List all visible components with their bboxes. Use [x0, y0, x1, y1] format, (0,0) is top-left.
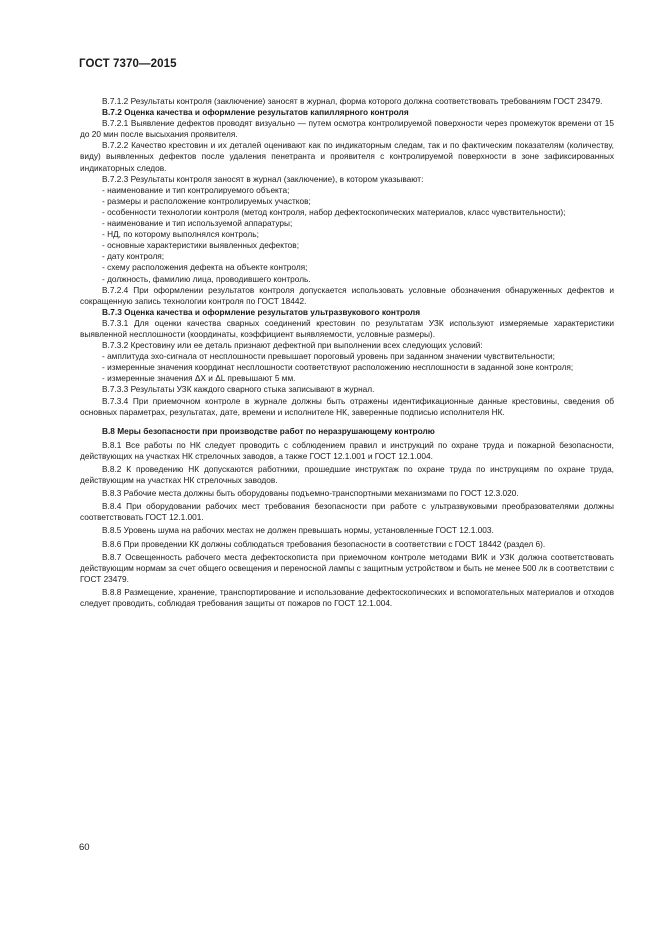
page-header-standard: ГОСТ 7370—2015 [79, 58, 177, 70]
paragraph: - измеренные значения ΔX и ΔL превышают 5 мм. [102, 373, 296, 384]
paragraph: - амплитуда эхо-сигнала от несплошности превышает пороговый уровень при заданном значении чувствительности; [102, 351, 555, 362]
paragraph: В.7.3.3 Результаты УЗК каждого сварного стыка записывают в журнал. [102, 384, 375, 395]
page-number: 60 [79, 842, 90, 853]
paragraph: - схему расположения дефекта на объекте контроля; [102, 262, 308, 273]
paragraph: - дату контроля; [102, 251, 165, 262]
paragraph: В.8.6 При проведении КК должны соблюдаться требования безопасности в соответствии с ГОСТ 18442 (раздел 6). [102, 538, 546, 549]
paragraph: В.7.1.2 Результаты контроля (заключение) заносят в журнал, форма которого должна соответствовать требованиям ГОСТ 23479. [102, 96, 603, 106]
paragraph: В.8.5 Уровень шума на рабочих местах не должен превышать нормы, установленные ГОСТ 12.1.003. [102, 525, 494, 536]
paragraph: - размеры и расположение контролируемых участков; [102, 195, 311, 206]
paragraph: В.7.2.4 При оформлении результатов контроля допускается использовать условные обозначения обнаруженных дефектов и сокращенную запись технологии контроля по ГОСТ 18442. [80, 284, 614, 306]
section-heading: В.7.3 Оценка качества и оформление результатов ультразвукового контроля [102, 306, 421, 317]
paragraph: В.7.2.2 Качество крестовин и их деталей оценивают как по индикаторным следам, так и по фактическим показателям (количеству, виду) выявленных дефектов после удаления пенетранта и проявителя с контролируемой поверхности в зоне зафиксированных индикаторных следов. [80, 140, 614, 173]
section-heading: В.8 Меры безопасности при производстве работ по неразрушающему контролю [102, 425, 435, 436]
paragraph: В.8.2 К проведению НК допускаются работники, прошедшие инструктаж по охране труда по инструкциям по охране труда, действующим на участках НК стрелочных заводов. [80, 464, 614, 486]
paragraph: - должность, фамилию лица, проводившего контроль. [102, 273, 311, 284]
paragraph: В.7.3.2 Крестовину или ее деталь признают дефектной при выполнении всех следующих условий: [102, 340, 483, 351]
paragraph: В.7.3.1 Для оценки качества сварных соединений крестовин по результатам УЗК используют измеряемые характеристики выявленной несплошности (координаты, коэффициент выявляемости, условные размеры). [80, 317, 614, 339]
paragraph: В.8.7 Освещенность рабочего места дефектоскописта при приемочном контроле методами ВИК и УЗК должна соответствовать действующим нормам за счет общего освещения и переносной лампы с защитным устройством и быть не менее 500 лк в соответствии с ГОСТ 23479. [80, 551, 614, 584]
paragraph: - особенности технологии контроля (метод контроля, набор дефектоскопических материалов, класс чувствительности); [102, 206, 566, 217]
paragraph: В.8.3 Рабочие места должны быть оборудованы подъемно-транспортными механизмами по ГОСТ 12.3.020. [102, 488, 519, 499]
document-body [80, 96, 614, 609]
paragraph: В.7.2.3 Результаты контроля заносят в журнал (заключение), в котором указывают: [102, 173, 424, 184]
paragraph: - наименование и тип контролируемого объекта; [102, 184, 290, 195]
section-heading: В.7.2 Оценка качества и оформление результатов капиллярного контроля [102, 107, 409, 118]
paragraph: - наименование и тип используемой аппаратуры; [102, 218, 293, 229]
paragraph: - НД, по которому выполнялся контроль; [102, 229, 259, 240]
paragraph: В.8.1 Все работы по НК следует проводить с соблюдением правил и инструкций по охране труда и пожарной безопасности, действующих на участках НК стрелочных заводов, а также ГОСТ 12.1.001 и ГОСТ 12.1.004. [80, 439, 614, 461]
paragraph: В.8.8 Размещение, хранение, транспортирование и использование дефектоскопических и вспомогательных материалов и отходов следует проводить, соблюдая требования защиты от пожаров по ГОСТ 12.1.004. [80, 586, 614, 609]
paragraph: В.7.3.4 При приемочном контроле в журнале должны быть отражены идентификационные данные крестовины, сведения об основных параметрах, результатах, дате, времени и исполнителе НК, заверенные подписью исполнителя НК. [80, 395, 614, 417]
paragraph: - основные характеристики выявленных дефектов; [102, 240, 300, 251]
paragraph: - измеренные значения координат несплошности соответствуют расположению несплошности в заданной зоне контроля; [102, 362, 574, 373]
paragraph: В.8.4 При оборудовании рабочих мест требования безопасности при работе с ультразвуковыми преобразователями должны соответствовать ГОСТ 12.1.001. [80, 501, 614, 523]
paragraph: В.7.2.1 Выявление дефектов проводят визуально — путем осмотра контролируемой поверхности через промежуток времени от 15 до 20 мин после высыхания проявителя. [80, 118, 614, 140]
